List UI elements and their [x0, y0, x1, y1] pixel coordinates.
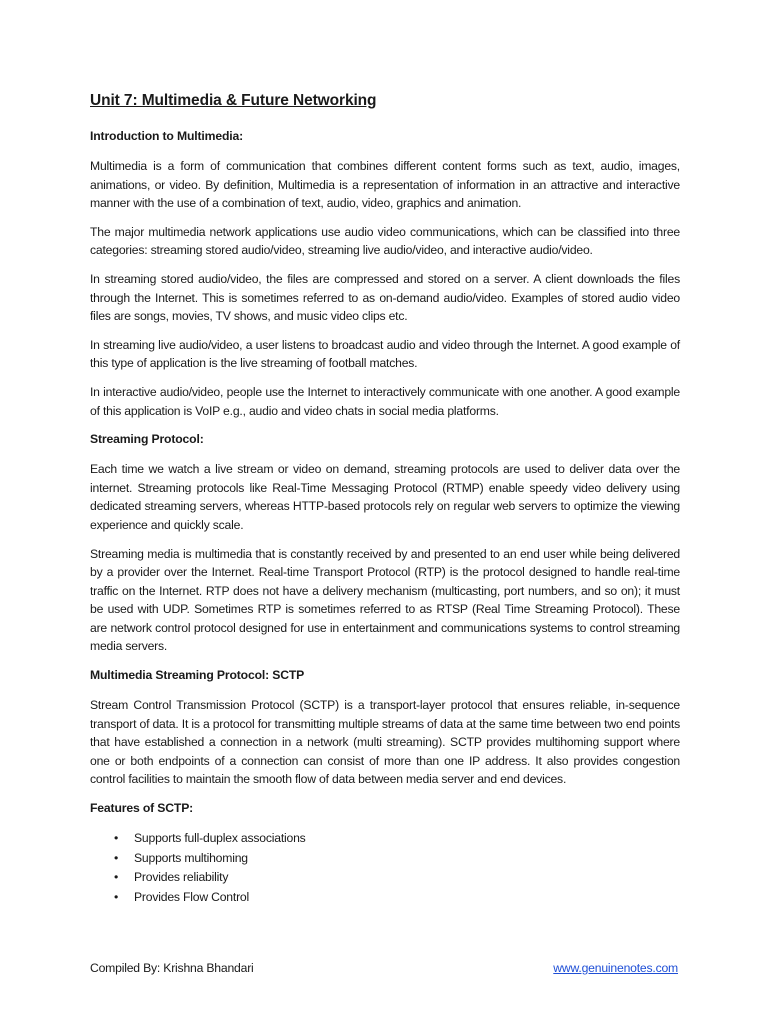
bullet-icon: •	[114, 870, 119, 885]
feature-text: Supports full-duplex associations	[134, 831, 306, 846]
list-item	[90, 829, 680, 849]
intro-paragraph-5: In interactive audio/video, people use the Internet to interactively communicate with one another. A good example of this application is VoIP e.g., audio and video chats in social media platforms.	[90, 384, 680, 418]
features-list	[90, 829, 680, 907]
list-item	[90, 868, 680, 888]
page-title: Unit 7: Multimedia & Future Networking	[90, 92, 377, 109]
compiled-by-text: Compiled By: Krishna Bhandari	[90, 961, 254, 975]
streaming-paragraph-1: Each time we watch a live stream or video on demand, streaming protocols are used to deliver data over the internet. Streaming protocols like Real-Time Messaging Protocol (RTMP) enable speedy video delivery using dedicated streaming servers, whereas HTTP-based protocols rely on regular web servers to optimize the viewing experience and quickly scale.	[90, 462, 680, 532]
intro-paragraph-1: Multimedia is a form of communication that combines different content forms such as text, audio, images, animations, or video. By definition, Multimedia is a representation of information in an attractive and interactive manner with the use of a combination of text, audio, video, graphics and animation.	[90, 159, 680, 211]
list-item	[90, 888, 680, 908]
list-item	[90, 849, 680, 869]
document-page	[90, 92, 680, 907]
sctp-heading: Multimedia Streaming Protocol: SCTP	[90, 668, 305, 683]
streaming-paragraph-2: Streaming media is multimedia that is constantly received by and presented to an end user while being delivered by a provider over the Internet. Real-time Transport Protocol (RTP) is the protocol designed to handle real-time traffic on the Internet. RTP does not have a delivery mechanism (multicasting, port numbers, and so on); it must be used with UDP. Sometimes RTP is sometimes referred to as RTSP (Real Time Streaming Protocol). These are network control protocol designed for use in entertainment and communications systems to control streaming media servers.	[90, 546, 680, 654]
bullet-icon: •	[114, 850, 119, 865]
intro-paragraph-4: In streaming live audio/video, a user listens to broadcast audio and video through the Internet. A good example of this type of application is the live streaming of football matches.	[90, 337, 680, 371]
page-footer	[90, 961, 678, 975]
features-heading: Features of SCTP:	[90, 801, 194, 816]
website-link[interactable]: www.genuinenotes.com	[553, 961, 678, 975]
intro-paragraph-2: The major multimedia network applications use audio video communications, which can be classified into three categories: streaming stored audio/video, streaming live audio/video, and interactive audio/video.	[90, 224, 680, 258]
intro-paragraph-3: In streaming stored audio/video, the files are compressed and stored on a server. A client downloads the files through the Internet. This is sometimes referred to as on-demand audio/video. Examples of stored audio video files are songs, movies, TV shows, and music video clips etc.	[90, 271, 680, 324]
feature-text: Provides Flow Control	[134, 889, 250, 904]
bullet-icon: •	[114, 889, 119, 904]
feature-text: Provides reliability	[134, 870, 229, 885]
intro-heading: Introduction to Multimedia:	[90, 129, 244, 143]
bullet-icon: •	[114, 831, 119, 846]
streaming-protocol-heading: Streaming Protocol:	[90, 432, 204, 447]
sctp-paragraph: Stream Control Transmission Protocol (SCTP) is a transport-layer protocol that ensures reliable, in-sequence transport of data. It is a protocol for transmitting multiple streams of data at the same time between two end points that have established a connection in a network (multi streaming). SCTP provides multihoming support where one or both endpoints of a connection can consist of more than one IP address. It also provides congestion control facilities to maintain the smooth flow of data between media server and end devices.	[90, 698, 680, 787]
feature-text: Supports multihoming	[134, 850, 248, 865]
